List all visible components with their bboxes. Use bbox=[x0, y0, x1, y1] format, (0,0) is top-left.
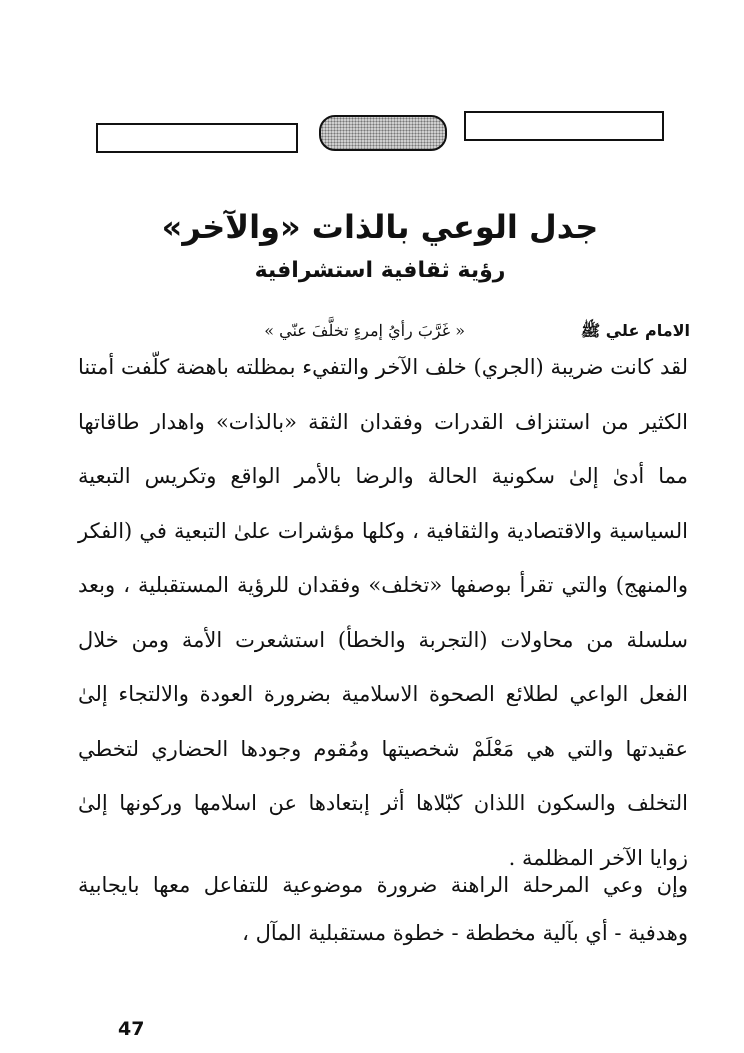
header-frame-left bbox=[96, 123, 298, 153]
page-number: 47 bbox=[118, 1018, 145, 1040]
header-frame-center bbox=[319, 115, 447, 151]
subtitle: رؤية ثقافية استشرافية bbox=[254, 258, 506, 283]
header-frame-right bbox=[464, 111, 664, 141]
epigraph-author: الامام علي ﷺ bbox=[580, 321, 690, 340]
chapter-title: جدل الوعي بالذات «والآخر» bbox=[161, 208, 599, 246]
paragraph-1: لقد كانت ضريبة (الجري) خلف الآخر والتفيء بمظلته باهضة كلّفت أمتنا الكثير من استنزاف القدرات وفقدان الثقة «بالذات» واهدار طاقاتها مما أدىٰ إلىٰ سكونية الحالة والرضا بالأمر الواقع وتكريس التبعية السياسية والاقتصادية والثقافية ، وكلها مؤشرات علىٰ التبعية في (الفكر والمنهج) والتي تقرأ بوصفها «تخلف» وفقدان للرؤية المستقبلية ، وبعد سلسلة من محاولات (التجربة والخطأ) استشعرت الأمة ومن خلال الفعل الواعي لطلائع الصحوة الاسلامية بضرورة العودة والالتجاء إلىٰ عقيدتها والتي هي مَعْلَمْ شخصيتها ومُقوم وجودها الحضاري لتخطي التخلف والسكون اللذان كبّلاها أثر إبتعادها عن اسلامها وركونها إلىٰ زوايا الآخر المظلمة . bbox=[78, 355, 688, 870]
paragraph-2: وإن وعي المرحلة الراهنة ضرورة موضوعية للتفاعل معها بايجابية وهدفية - أي بآلية مخططة - خطوة مستقبلية المآل ، bbox=[78, 873, 688, 945]
epigraph-quote: « غَرَّبَ رأيُ إمرءٍ تخلَّفَ عنّي » bbox=[264, 321, 465, 340]
